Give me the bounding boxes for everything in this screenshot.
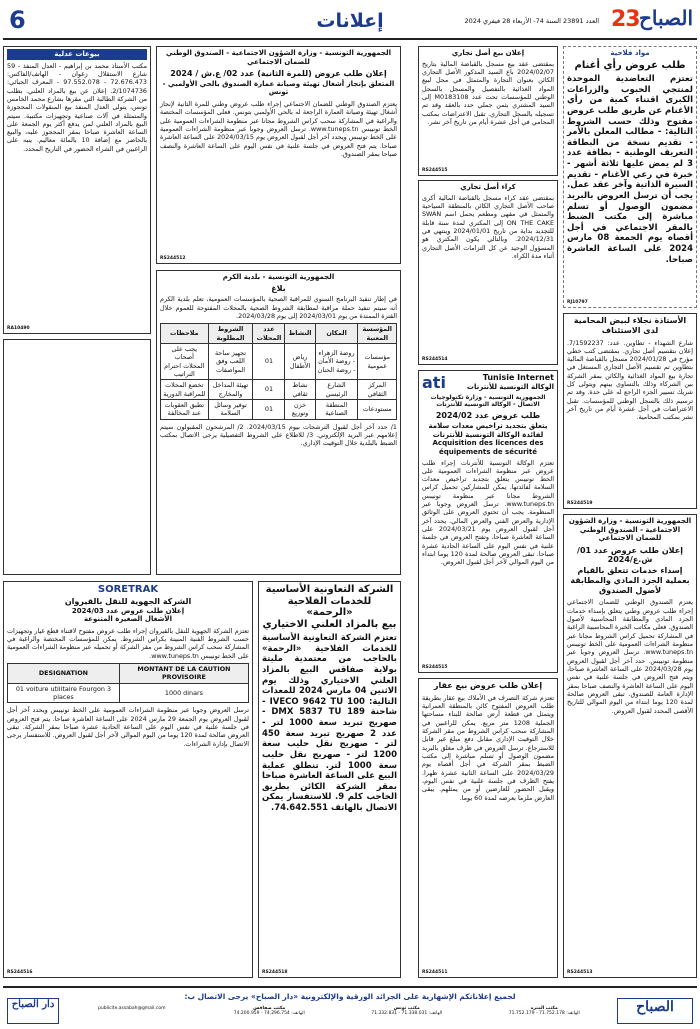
- table-header-cell: الشروط المطلوبة: [208, 324, 253, 344]
- ad-kicker: مواد فلاحية: [610, 49, 650, 57]
- ad-body: تعتزم الوكالة التونسية للأنترنات إجراء طلب عروض عبر منظومة الشراءات العمومية على الخط تونيبس يتعلق بتجديد تراخيص معدات السلامة لفائدتها. يمكن للمشاركين تحميل كراس الشروط مجانا عبر منظومة تونيبس www.tuneps.tn. ترسل العروض وجوبا عبر المنظومة. يجب أن تحتوي العروض على الوثائق الإدارية والعرض الفني والعرض المالي. يحدد آخر أجل لقبول العروض يوم 2024/03/21 على الساعة العاشرة صباحا، وتفتح العروض في جلسة علنية في نفس اليوم على الساعة الحادية عشرة صباحا. تبقى العروض صالحة لمدة 120 يوما ابتداء من اليوم الموالي لآخر أجل لقبول العروض.: [422, 458, 554, 567]
- table-cell: روضة الزهراء - روضة الأمان - روضة الحنان: [315, 343, 358, 379]
- footer-office-2: مكتب تونس الهاتف: 71.338.031 - 71.332.831: [371, 1006, 443, 1017]
- ad-cnss-inventory[interactable]: [563, 514, 697, 978]
- table-cell: نشاط ثقافي: [285, 380, 315, 400]
- table-row: [161, 343, 397, 379]
- ad-judicial[interactable]: [3, 46, 151, 334]
- ad-body: يعتزم الصندوق الوطني للضمان الاجتماعي إجراء طلب عروض وطني يتعلق بإسداء خدمات الجرد المادي والمطابقة المحاسبية لأصول الصندوق. فعلى مكاتب الخبرة المحاسبية الراغبة في المشاركة تحميل كراس الشروط مجانا عبر منظومة الشراءات العمومية على الخط تونيبس www.tuneps.tn. ترسل العروض وجوبا عبر منظومة تونيبس. حدد آخر أجل لقبول العروض يوم 2024/03/28 على الساعة العاشرة صباحا، ويتم فتح العروض في جلسة علنية في نفس اليوم على الساعة العاشرة والنصف صباحا بمقر الإدارة العامة للصندوق. تبقى العروض صالحة لمدة 120 يوما ابتداء من اليوم الموالي للتاريخ الأقصى المحدد لقبول العروض.: [567, 598, 693, 715]
- table-row: [161, 399, 397, 419]
- table-header-cell: عدد المحلات: [253, 324, 285, 344]
- ati-brand-en: Tunisie Internet: [482, 373, 554, 383]
- table-cell: 01: [253, 399, 285, 419]
- ad-title: إعلان طلب عروض (للمرة الثانية) عدد 02/ ع.ش / 2024: [170, 69, 387, 79]
- table-cell: تطبق العقوبات عند المخالفة: [161, 399, 209, 419]
- table-header-cell: MONTANT DE LA CAUTION PROVISOIRE: [119, 664, 248, 684]
- ad-title-3: بيع بالمزاد العلني الاختياري: [262, 618, 397, 630]
- ad-rental-lease[interactable]: [418, 180, 558, 365]
- table-cell: مؤسسات عمومية: [358, 343, 397, 379]
- ad-code: RS244512: [160, 255, 186, 261]
- ad-body-2: ترسل العروض وجوبا عبر منظومة الشراءات العمومية على الخط تونيبس ويحدد آخر أجل لقبول العروض يوم الجمعة 29 مارس 2024 على الساعة العاشرة صباحا. يتم فتح العروض في جلسة علنية في نفس اليوم على الساعة الحادية عشرة صباحا بمقر الشركة. تبقى العروض صالحة لمدة 120 يوما من اليوم الموالي لآخر أجل لقبول العروض. للاستفسار يرجى الاتصال بإدارة الشراءات.: [7, 706, 249, 748]
- ad-title: الأستاذة نجلاء لبيض المحامية لدى الاستئناف: [573, 316, 687, 335]
- logo-wordmark: الصباح: [639, 6, 694, 30]
- ad-title-2: «الرحمة»: [306, 607, 353, 618]
- table-cell: تخضع المحلات للمراقبة الدورية: [161, 380, 209, 400]
- ad-subtitle: إسداء خدمات تتعلق بالقيام بعملية الجرد المادي والمطابقة لأصول الصندوق: [570, 566, 690, 595]
- ad-title: الشركة التعاونية الأساسية للخدمات الفلاحية: [265, 584, 394, 607]
- footer-logo: الصباح: [617, 998, 693, 1024]
- footer-email[interactable]: publicite.assabah@gmail.com: [98, 1006, 166, 1011]
- footer-logo-2: دار الصباح: [7, 998, 59, 1024]
- table-cell: مستودعات: [358, 399, 397, 419]
- ad-rental-sale[interactable]: [418, 46, 558, 176]
- table-cell: الشارع الرئيسي: [315, 380, 358, 400]
- ad-body: مكتب الأستاذ محمد بن إبراهيم - العدل المنفذ - 59 شارع الاستقلال زغوان - الهاتف/الفاكس: 72.676.473 - 97.552.078 - المعرف الجبائي: 2/1074736. إعلان عن بيع بالمزاد العلني. بطلب من الشركة الطالبة التي مقرها بشارع محمد الخامس تونس، يتولى العدل المنفذ بيع المنقولات المحجوزة والمتمثلة في آلات صناعية وتجهيزات مكتبية. سيتم البيع بالمزاد العلني لمن يدفع أكثر يوم الجمعة على الساعة العاشرة صباحا بمقر المحجوز عليه، والبيع بالحاضر مع إضافة 10 بالمائة معاليم. ينبه على الراغبين في الشراء الحضور في التاريخ المحدد.: [7, 61, 147, 153]
- ad-blank-space: [3, 339, 151, 575]
- ad-header: الجمهورية التونسية - وزارة تكنولوجيات الاتصال - الوكالة التونسية للأنترنات: [430, 394, 546, 409]
- ad-subtitle-2: الأشغال الصغيرة المتنوعة: [83, 615, 173, 624]
- ad-code: RS244513: [567, 969, 593, 975]
- table-header-cell: DESIGNATION: [8, 664, 120, 684]
- ati-brand: [422, 373, 554, 392]
- ad-body: تعتزم شركة التصرف في الأملاك بيع عقار بطريقة طلب العروض المفتوح كائن بالمنطقة العمرانية ويتمثل في قطعة أرض صالحة للبناء مساحتها الجملية 1208 متر مربع. يمكن للراغبين في المشاركة سحب كراس الشروط من مقر الشركة خلال التوقيت الإداري مقابل دفع مبلغ غير قابل للاسترجاع. ترسل العروض في ظرف مغلق بالبريد مضمون الوصول أو تسلم مباشرة إلى مكتب الضبط بمقر الشركة في أجل أقصاه يوم 2024/03/29 على الساعة الثانية عشرة ظهرا. يفتح الظرف في جلسة علنية في نفس اليوم، ويقبل الحضور للعارضين أو من يمثلهم. يبقى العارض ملزما بعرضه لمدة 60 يوما.: [422, 693, 554, 802]
- ati-brand-ar: الوكالة التونسية للأنترنات: [466, 383, 554, 392]
- table-cell: رياض الأطفال: [285, 343, 315, 379]
- ad-code: RS244516: [7, 969, 33, 975]
- logo-number: 23: [611, 7, 640, 32]
- ad-coop[interactable]: [258, 581, 401, 978]
- table-header-cell: المكان: [315, 324, 358, 344]
- ad-real-estate[interactable]: [418, 678, 558, 978]
- ad-notes: 1/ حدد آخر أجل لقبول الترشحات بيوم 2024/03/15. 2/ المرشحون المقبولون سيتم إعلامهم عبر البريد الإلكتروني. 3/ للاطلاع على الشروط التفصيلية يرجى الاتصال بمكتب الضبط بالبلدية خلال التوقيت الإداري.: [160, 422, 397, 448]
- ad-title: إعلان طلب عروض عدد 01/ ش.ع/2024: [577, 545, 683, 565]
- table-cell: 01: [253, 380, 285, 400]
- ad-code: RS244515: [422, 664, 448, 670]
- footer-contacts: [63, 1006, 613, 1017]
- ad-title: إعلان طلب عروض بيع عقار: [433, 681, 543, 690]
- ad-soretrak[interactable]: [3, 581, 253, 978]
- ad-body: يعتزم الصندوق الوطني للضمان الاجتماعي إجراء طلب عروض وطني للمرة الثانية لإنجاز أشغال تهيئة وصيانة العمارة الراجعة له بالحي الأولمبي بتونس. فعلى المؤسسات المختصة والراغبة في المشاركة سحب كراس الشروط مجانا عبر منظومة الشراءات العمومية على الخط تونيبس www.tuneps.tn. ترسل العروض وجوبا عبر منظومة الشراءات العمومية على الخط تونيبس ويحدد آخر أجل لقبول العروض يوم 2024/03/15 على الساعة العاشرة صباحا. يتم فتح العروض في جلسة علنية في نفس اليوم على الساعة العاشرة والنصف صباحا بمقر الصندوق.: [160, 99, 397, 158]
- issue-line: العدد 23891 السنة 74- الأربعاء 28 فيفري 2024: [464, 17, 599, 25]
- page-footer: [3, 986, 697, 1026]
- ad-workshop[interactable]: [563, 313, 697, 509]
- ad-header: الجمهورية التونسية - وزارة الشؤون الاجتماعية - الصندوق الوطني للضمان الاجتماعي: [165, 49, 392, 66]
- ad-body: شارع الشهداء - تطاوين. عدد: 7/1592237. إعلان بتقسيم أصل تجاري. بمقتضى كتب خطي مؤرخ في 2024/01/28 مسجل بالقباضة المالية بتطاوين تم تقسيم الأصل التجاري المستغل في تجارة بيع المواد الغذائية والكائن بمقر الشركة بين الشركاء وذلك بالتساوي بينهم ويتولى كل شريك تسيير الجزء الراجع له على حدة. وقد تم ترسيم ذلك بالسجل الوطني للمؤسسات. تقبل الاعتراضات في أجل عشرة أيام من تاريخ آخر نشر بمكتب المحامية.: [567, 338, 693, 422]
- ad-subtitle: يتعلق بتجديد تراخيص معدات سلامة لفائدة الوكالة التونسية للأنترنات: [428, 422, 548, 439]
- ad-title: إعلان بيع أصل تجاري: [451, 49, 525, 57]
- section-title: إعلانات: [316, 10, 384, 32]
- ad-title: بلاغ: [271, 283, 286, 293]
- table-cell: المركز الثقافي: [358, 380, 397, 400]
- ad-sheep[interactable]: [563, 46, 697, 308]
- page-number: 6: [9, 6, 26, 34]
- ad-title: الشركة الجهوية للنقل بالقيروان: [64, 597, 192, 606]
- ad-code: RS244518: [262, 969, 288, 975]
- ad-subtitle: إعلان طلب عروض عدد 2024/03: [71, 606, 185, 615]
- table-cell: تجهيز ساحة اللعب وفق المواصفات: [208, 343, 253, 379]
- ad-header: الجمهورية التونسية - بلدية الكرم: [222, 273, 335, 281]
- footer-slogan: لجميع إعلاناتكم الإشهارية على الجرائد الورقية والإلكترونية «دار الصباح» يرجى الاتصال ب:: [184, 992, 516, 1001]
- ad-ati[interactable]: [418, 370, 558, 673]
- page-header: [3, 4, 697, 40]
- table-cell: 01: [253, 343, 285, 379]
- ad-subtitle: المتعلق بإنجاز أشغال تهيئة وصيانة عمارة الصندوق بالحي الأولمبي - تونس: [162, 79, 395, 97]
- table-row: [8, 683, 249, 703]
- ad-code: RS244515: [422, 167, 448, 173]
- ad-body: تعتزم الشركة التعاونية الأساسية للخدمات الفلاحية «الرحمة» بالحاجب من معتمدية مليتة بولاية صفاقس البيع بالمزاد العلني الاختياري وذلك يوم الاثنين 04 مارس 2024 للمعدات التالية: IVECO 9642 TU 100 - شاحنة DMX 5837 TU 189 - صهريج تبريد سعة 1000 لتر - عدد 2 صهريج تبريد سعة 450 لتر - صهريج نقل حليب سعة 1200 لتر - صهريج نقل حليب سعة 1000 لتر. تنطلق عملية البيع على الساعة العاشرة صباحا بمقر الشركة الكائن بطريق الحاجب كلم 9. للاستفسار يمكن الاتصال بالهاتف 74.642.551.: [262, 633, 398, 813]
- table-cell: يجب على أصحاب المحلات احترام التراتيب: [161, 343, 209, 379]
- ad-body: تعتزم التعاضدية الموحدة لمنتجي الحبوب والزراعات الكبرى اقتناء كمية من رأي الأغنام عن طريق طلب عروض مفتوح وذلك حسب الشروط التالية: - مطالب المعلن بالأمر - تقديم نسخة من البطاقة التعريف الوطنية - بطاقة عدد 3 لم يمض عليها ثلاثة أشهر - خبرة في رعي الأغنام - تقديم السيرة الذاتية وآخر عقد عمل. يجب أن ترسل العروض بالبريد مضمون الوصول أو تسلم مباشرة إلى مكتب الضبط بالمقر الاجتماعي في أجل أقصاه يوم الجمعة 08 مارس 2024 على الساعة العاشرة صباحا.: [567, 74, 693, 265]
- table-header-cell: المؤسسة المعنية: [358, 324, 397, 344]
- ad-body: بمقتضى عقد كراء مسجل بالقباضة المالية أكرى صاحب الأصل التجاري الكائن بالمنطقة السياحية والمتمثل في مقهى ومطعم يحمل اسم SWAN ON THE CAKE إلى المكتري لمدة سنة قابلة للتجديد بداية من تاريخ 2024/01/01 وينتهي في 2024/12/31. وبالتالي يكون المكتري هو المسؤول الوحيد عن كل التزامات الأصل التجاري أثناء مدة الكراء.: [422, 193, 554, 260]
- ad-municipality[interactable]: [156, 270, 401, 575]
- table-cell: توفير وسائل السلامة: [208, 399, 253, 419]
- ad-cnss-building[interactable]: [156, 46, 401, 264]
- municipality-table: [160, 323, 397, 419]
- ad-title: كراء أصل تجاري: [460, 183, 516, 191]
- soretrak-table: [7, 663, 249, 703]
- table-row: [161, 380, 397, 400]
- ad-code: RS244511: [422, 969, 448, 975]
- footer-office-3: مكتب صفاقس الهاتف: 74.296.754 - 74.200.959: [233, 1006, 305, 1017]
- ad-code: RJ10797: [567, 299, 588, 305]
- soretrak-logo: SORETRAK: [97, 584, 159, 595]
- table-header-cell: ملاحظات: [161, 324, 209, 344]
- table-cell: 1000 dinars: [119, 683, 248, 703]
- footer-office-1: مكتب المنزه الهاتف: 71.752.178 - 71.752.179: [508, 1006, 580, 1017]
- table-cell: 01 voiture utilitaire Fourgon 3 places: [8, 683, 120, 703]
- ati-logo-icon: ati: [422, 373, 446, 392]
- table-cell: المنطقة الصناعية: [315, 399, 358, 419]
- ad-code: RA10490: [7, 325, 30, 331]
- ad-header: الجمهورية التونسية - وزارة الشؤون الاجتماعية - الصندوق الوطني للضمان الاجتماعي: [568, 517, 692, 543]
- ad-code: RS244519: [567, 500, 593, 506]
- ad-body: بمقتضى عقد بيع مسجل بالقباضة المالية بتاريخ 2024/02/07 باع السيد المذكور الأصل التجاري الكائن بعنوان التجارة والمتمثل في محل لبيع المواد الغذائية بالتفصيل والمسجل بالسجل الوطني للمؤسسات تحت عدد M0183108 إلى السيد المشتري بثمن جملي حدد بالعقد وقد تم تسجيله بالسجل التجاري. تقبل الاعتراضات بمكتب المحامي في أجل عشرة أيام من تاريخ آخر نشر.: [422, 59, 554, 126]
- ad-body: تعتزم الشركة الجهوية للنقل بالقيروان إجراء طلب عروض مفتوح لاقتناء قطع غيار وتجهيزات حسب الشروط الفنية المبينة بكراس الشروط. يمكن للمؤسسات المختصة والراغبة في المشاركة سحب كراس الشروط من مقر الشركة أو تحميله عبر منظومة الشراءات العمومية على الخط تونيبس www.tuneps.tn.: [7, 626, 249, 660]
- table-cell: تهيئة المداخل والمخارج: [208, 380, 253, 400]
- table-header-cell: النشاط: [285, 324, 315, 344]
- ad-title: طلب عروض رأي أغنام: [574, 59, 686, 71]
- ad-body: في إطار تنفيذ البرنامج السنوي للمراقبة الصحية بالمؤسسات العمومية، تعلم بلدية الكرم أنه سيتم تنفيذ حملة مراقبة لمطابقة الشروط الصحية بالمحلات المفتوحة للعموم خلال الفترة الممتدة من يوم 2024/03/01 إلى يوم 2024/03/28.: [160, 295, 397, 320]
- table-cell: خزن وتوزيع: [285, 399, 315, 419]
- ad-subtitle-fr: Acquisition des licences des équipements de sécurité: [432, 439, 544, 456]
- ad-title: بيوعات عدلية: [7, 49, 147, 60]
- ad-title: طلب عروض عدد 2024/02: [435, 410, 541, 420]
- ad-code: RS244514: [422, 356, 448, 362]
